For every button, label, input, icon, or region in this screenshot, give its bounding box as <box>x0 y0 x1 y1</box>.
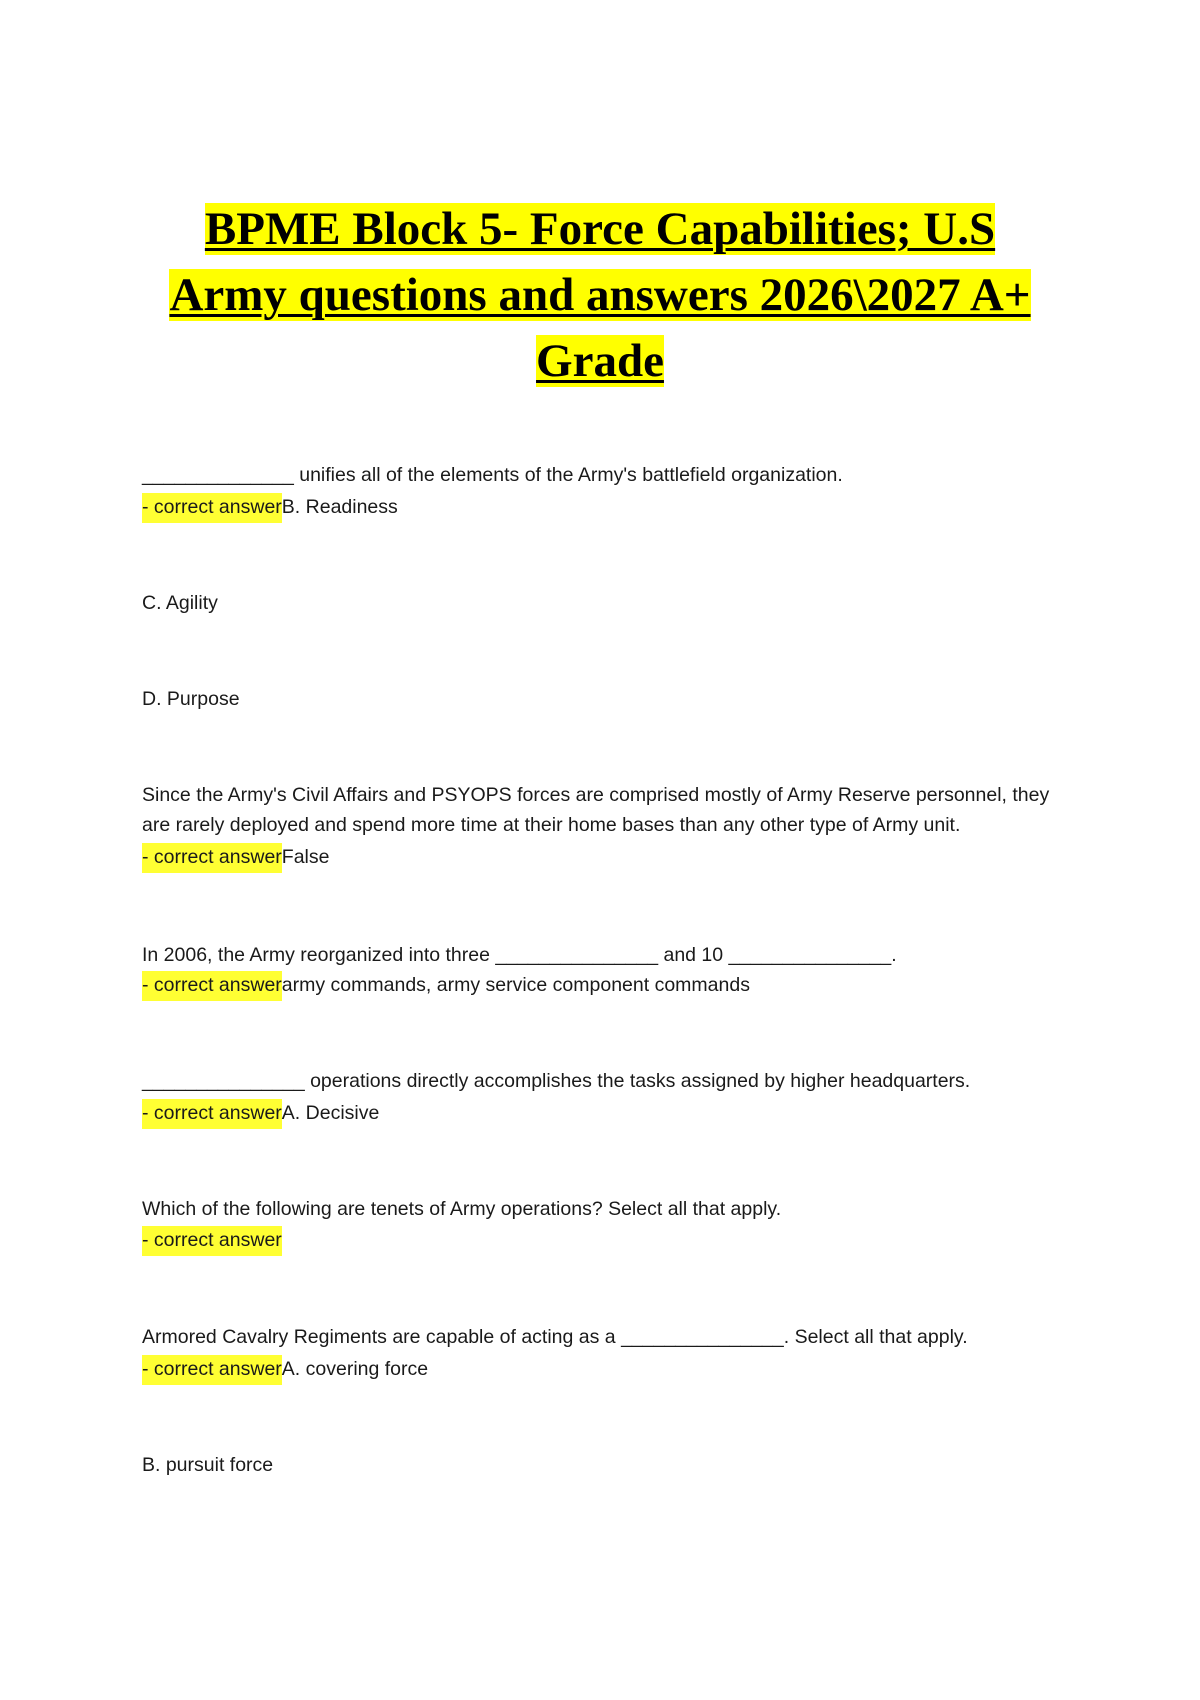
correct-answer-label: - correct answer <box>142 493 282 523</box>
correct-answer-label: - correct answer <box>142 971 282 1001</box>
correct-answer-label: - correct answer <box>142 1226 282 1256</box>
question-text: ______________ unifies all of the elements of the Army's battlefield organization. <box>142 464 843 486</box>
question-text: In 2006, the Army reorganized into three _______________ and 10 _______________. <box>142 944 897 966</box>
option-text: D. Purpose <box>142 688 240 710</box>
option-text: C. Agility <box>142 592 218 614</box>
question-text: Which of the following are tenets of Army operations? Select all that apply. <box>142 1198 782 1220</box>
answer-line <box>142 1098 379 1129</box>
answer-text: A. Decisive <box>281 1102 380 1124</box>
question-text: _______________ operations directly accomplishes the tasks assigned by higher headquarters. <box>142 1070 971 1092</box>
title-line-2: Army questions and answers 2026\2027 A+ <box>169 269 1031 321</box>
answer-line <box>142 842 329 873</box>
title-line-3: Grade <box>536 335 664 387</box>
answer-text: False <box>281 846 330 868</box>
question-text: Armored Cavalry Regiments are capable of acting as a _______________. Select all that apply. <box>142 1326 968 1348</box>
answer-text: army commands, army service component commands <box>281 974 750 996</box>
correct-answer-label: - correct answer <box>142 1355 282 1385</box>
option-text: B. pursuit force <box>142 1454 274 1476</box>
question-text: Since the Army's Civil Affairs and PSYOPS forces are comprised mostly of Army Reserve personnel, they <box>142 784 1050 806</box>
answer-text: B. Readiness <box>281 496 398 518</box>
answer-text: A. covering force <box>281 1358 429 1380</box>
correct-answer-label: - correct answer <box>142 1099 282 1129</box>
answer-line <box>142 970 750 1001</box>
answer-line <box>142 1354 428 1385</box>
question-text: are rarely deployed and spend more time at their home bases than any other type of Army unit. <box>142 814 961 836</box>
title-line-1: BPME Block 5- Force Capabilities; U.S <box>204 203 996 255</box>
document-title <box>140 196 1060 394</box>
answer-line <box>142 1225 282 1256</box>
correct-answer-label: - correct answer <box>142 843 282 873</box>
answer-line <box>142 492 398 523</box>
